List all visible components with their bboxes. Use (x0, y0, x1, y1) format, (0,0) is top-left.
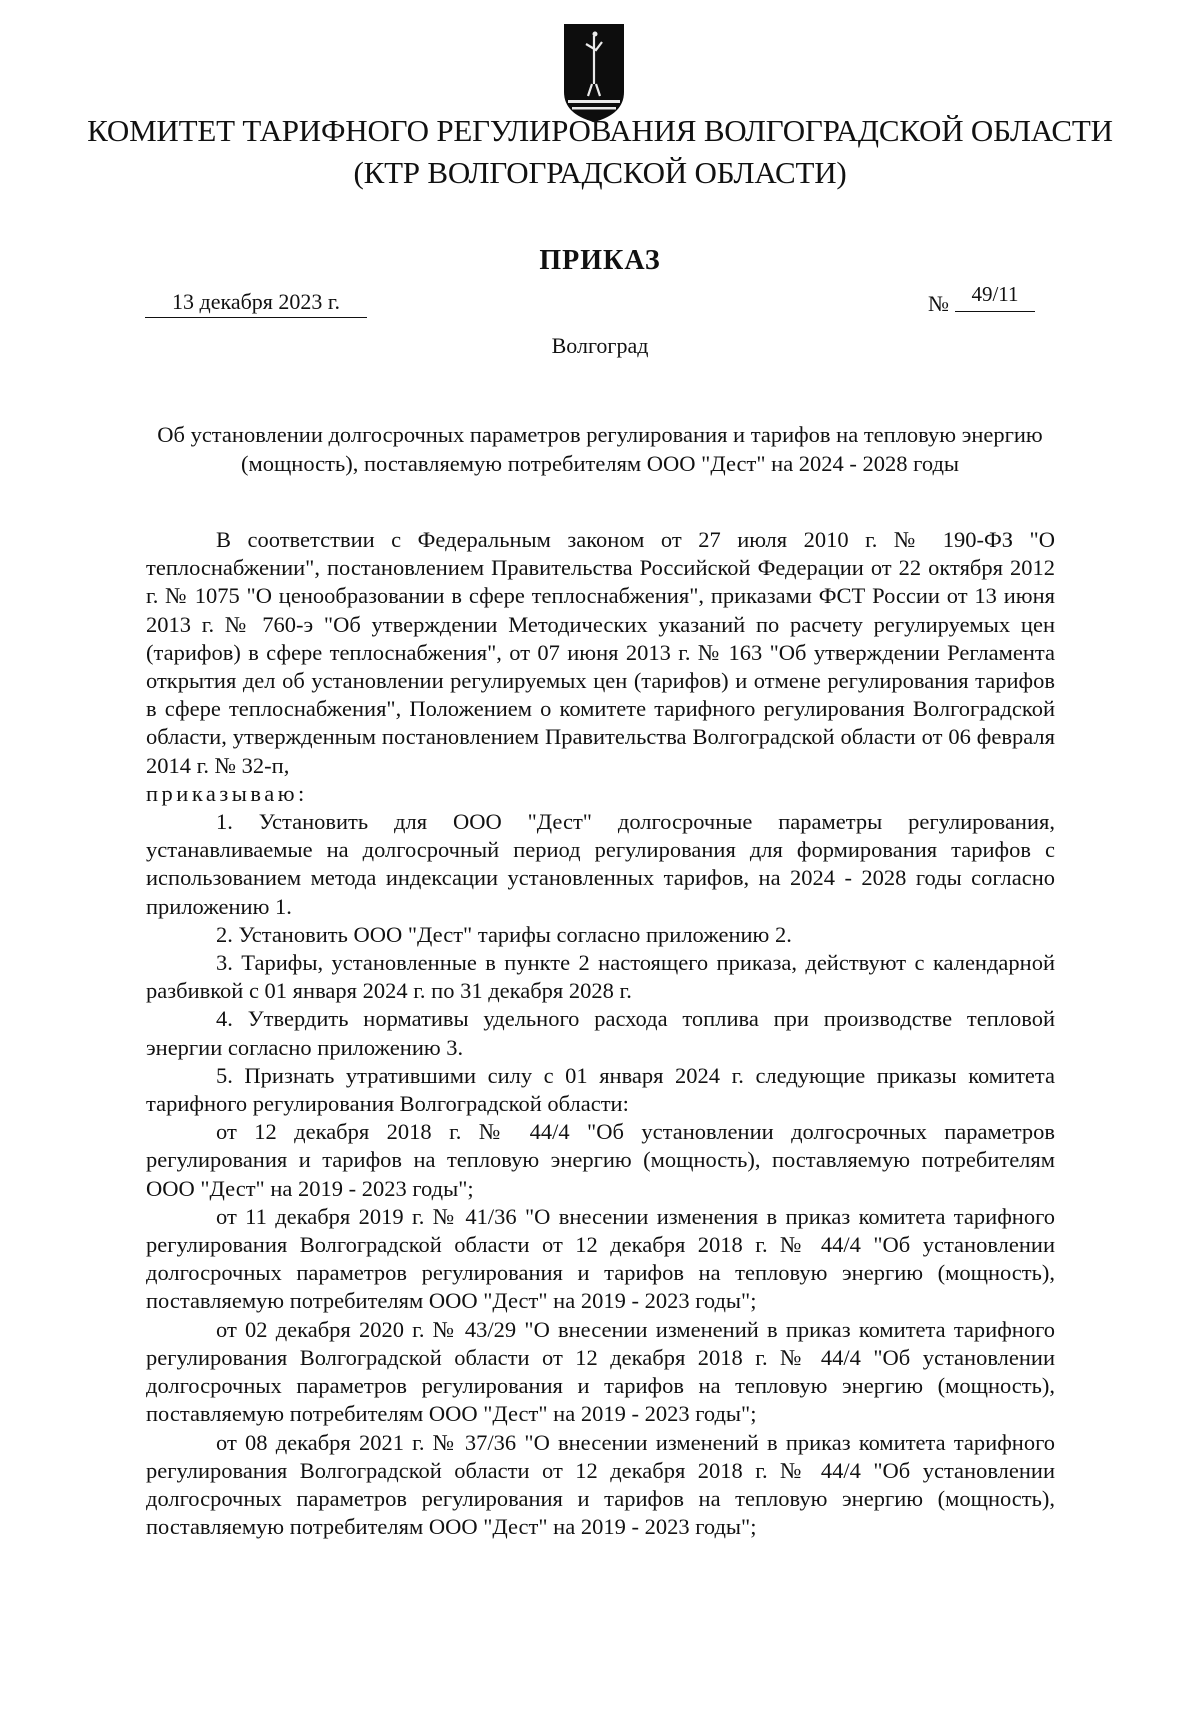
document-title: ПРИКАЗ (539, 245, 661, 276)
repealed-order-1: от 12 декабря 2018 г. № 44/4 "Об установлении долгосрочных параметров регулирования и тарифов на тепловую энергию (мощность), поставляемую потребителям ООО "Дест" на 2019 - 2023 годы"; (146, 1119, 1055, 1201)
document-date: 13 декабря 2023 г. (145, 289, 367, 318)
item-4-paragraph: 4. Утвердить нормативы удельного расхода топлива при производстве тепловой энергии согласно приложению 3. (146, 1006, 1055, 1060)
repealed-order-4: от 08 декабря 2021 г. № 37/36 "О внесении изменений в приказ комитета тарифного регулирования Волгоградской области от 12 декабря 2018 г. № 44/4 "Об установлении долгосрочных параметров регулирования и тарифов на тепловую энергию (мощность), поставляемую потребителям ООО "Дест" на 2019 - 2023 годы"; (146, 1429, 1055, 1540)
preamble-paragraph: В соответствии с Федеральным законом от 27 июля 2010 г. № 190-ФЗ "О теплоснабжении", постановлением Правительства Российской Федерации от 22 октября 2012 г. № 1075 "О ценообразовании в сфере теплоснабжения", приказами ФСТ России от 13 июня 2013 г. № 760-э "Об утверждении Методических указаний по расчету регулируемых цен (тарифов) в сфере теплоснабжения", от 07 июня 2013 г. № 163 "Об утверждении Регламента открытия дел об установлении регулируемых цен (тарифов) и отмене регулирования тарифов в сфере теплоснабжения", Положением о комитете тарифного регулирования Волгоградской области, утвержденным постановлением Правительства Волгоградской области от 06 февраля 2014 г. № 32-п, (146, 527, 1055, 778)
item-2-paragraph: 2. Установить ООО "Дест" тарифы согласно приложению 2. (216, 921, 792, 947)
order-word: приказываю: (146, 780, 308, 806)
repealed-order-2: от 11 декабря 2019 г. № 41/36 "О внесении изменения в приказ комитета тарифного регулирования Волгоградской области от 12 декабря 2018 г. № 44/4 "Об установлении долгосрочных параметров регулирования и тарифов на тепловую энергию (мощность), поставляемую потребителям ООО "Дест" на 2019 - 2023 годы"; (146, 1203, 1055, 1314)
item-1-paragraph: 1. Установить для ООО "Дест" долгосрочные параметры регулирования, устанавливаемые на долгосрочный период регулирования для формирования тарифов с использованием метода индексации установленных тарифов, на 2024 - 2028 годы согласно приложению 1. (146, 809, 1055, 919)
committee-abbreviation: (КТР ВОЛГОГРАДСКОЙ ОБЛАСТИ) (353, 155, 847, 190)
repealed-order-3: от 02 декабря 2020 г. № 43/29 "О внесении изменений в приказ комитета тарифного регулирования Волгоградской области от 12 декабря 2018 г. № 44/4 "Об установлении долгосрочных параметров регулирования и тарифов на тепловую энергию (мощность), поставляемую потребителям ООО "Дест" на 2019 - 2023 годы"; (146, 1316, 1055, 1427)
document-number: 49/11 (955, 282, 1035, 312)
document-body (146, 526, 1055, 1541)
item-3-paragraph: 3. Тарифы, установленные в пункте 2 настоящего приказа, действуют с календарной разбивкой с 01 января 2024 г. по 31 декабря 2028 г. (146, 950, 1055, 1004)
number-sign: № (928, 291, 949, 316)
coat-of-arms-icon (562, 22, 626, 124)
document-subject: Об установлении долгосрочных параметров регулирования и тарифов на тепловую энергию (мощность), поставляемую потребителям ООО "Дест" на 2024 - 2028 годы (157, 422, 1043, 476)
committee-name: КОМИТЕТ ТАРИФНОГО РЕГУЛИРОВАНИЯ ВОЛГОГРАДСКОЙ ОБЛАСТИ (87, 113, 1113, 148)
document-city: Волгоград (551, 333, 649, 358)
item-5-paragraph: 5. Признать утратившими силу с 01 января 2024 г. следующие приказы комитета тарифного регулирования Волгоградской области: (146, 1062, 1055, 1117)
